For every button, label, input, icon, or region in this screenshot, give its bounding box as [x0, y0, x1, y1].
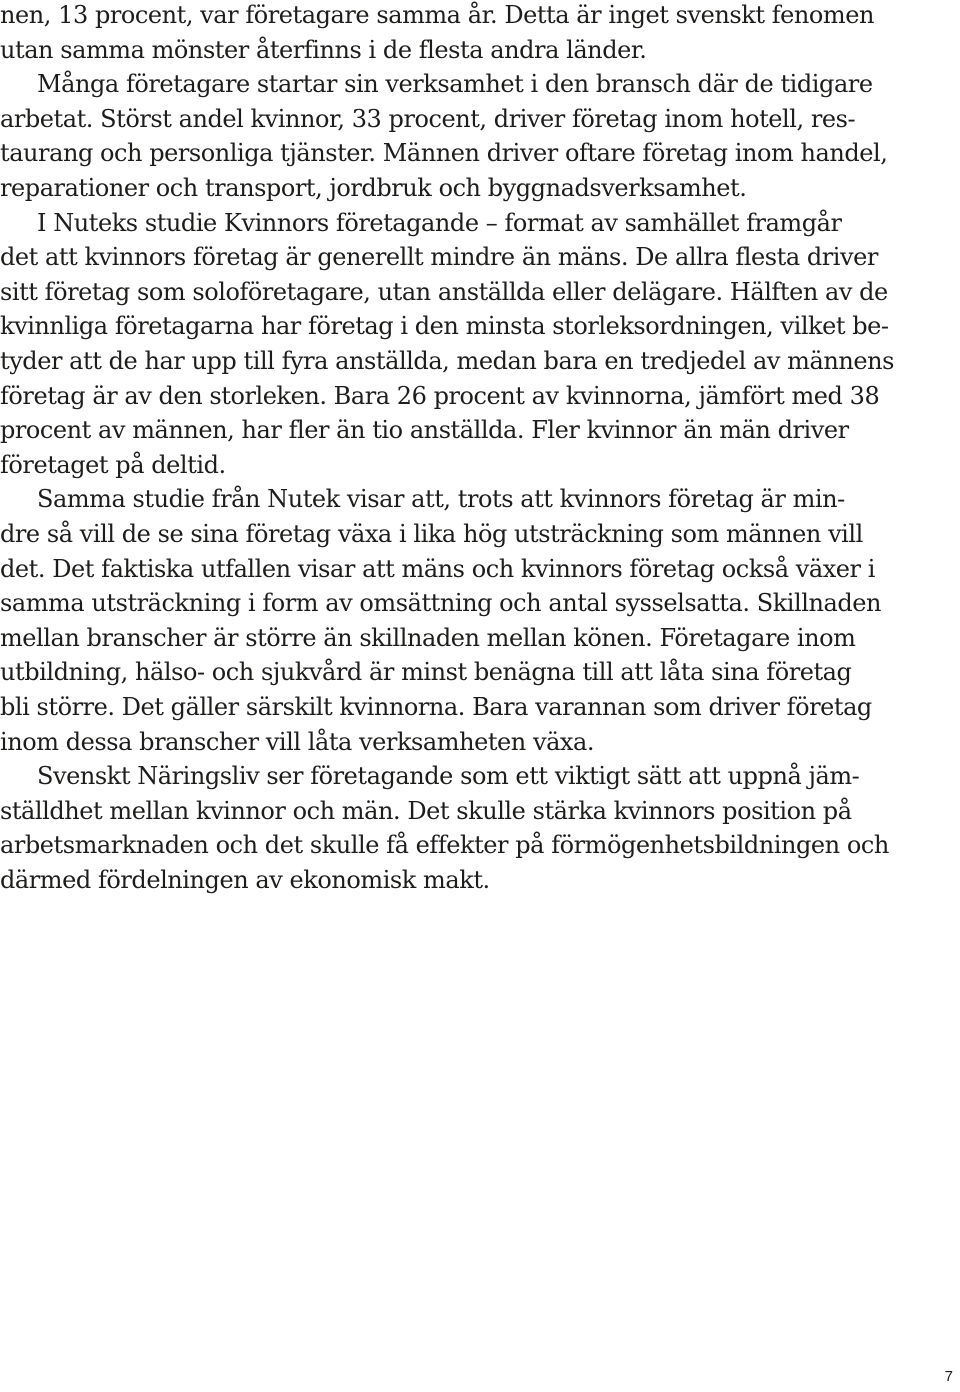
text-line: utbildning, hälso- och sjukvård är minst benägna till att låta sina företag [0, 658, 852, 687]
text-line: Många företagare startar sin verksamhet i den bransch där de tidigare [37, 70, 873, 99]
text-line: det att kvinnors företag är generellt mindre än mäns. De allra flesta driver [0, 243, 878, 272]
text-line: arbetat. Störst andel kvinnor, 33 procent, driver företag inom hotell, res- [0, 104, 856, 133]
text-line: tyder att de har upp till fyra anställda, medan bara en tredjedel av männens [0, 347, 894, 375]
text-line: företag är av den storleken. Bara 26 procent av kvinnorna, jämfört med 38 [0, 381, 880, 410]
page-number: 7 [944, 1368, 953, 1385]
text-line: arbetsmarknaden och det skulle få effekter på förmögenhetsbildningen och [0, 831, 889, 860]
text-line: reparationer och transport, jordbruk och byggnadsverksamhet. [0, 174, 747, 202]
text-line: I Nuteks studie Kvinnors företagande – format av samhället framgår [37, 208, 842, 237]
text-line: samma utsträckning i form av omsättning och antal sysselsatta. Skillnaden [0, 589, 882, 618]
text-line: sitt företag som soloföretagare, utan anställda eller delägare. Hälften av de [0, 277, 888, 306]
text-line: nen, 13 procent, var företagare samma år. Detta är inget svenskt fenomen [0, 1, 874, 29]
text-line: det. Det faktiska utfallen visar att mäns och kvinnors företag också växer i [0, 554, 875, 583]
text-line: företaget på deltid. [0, 450, 226, 479]
text-line: procent av männen, har fler än tio anställda. Fler kvinnor än män driver [0, 416, 849, 445]
text-line: utan samma mönster återfinns i de flesta andra länder. [0, 35, 647, 64]
text-line: ställdhet mellan kvinnor och män. Det skulle stärka kvinnors position på [0, 796, 852, 825]
text-line: dre så vill de se sina företag växa i lika hög utsträckning som männen vill [0, 520, 863, 548]
text-line: kvinnliga företagarna har företag i den minsta storleksordningen, vilket be- [0, 312, 889, 341]
text-line: Samma studie från Nutek visar att, trots att kvinnors företag är min- [37, 485, 845, 514]
text-line: inom dessa branscher vill låta verksamheten växa. [0, 727, 595, 756]
text-line: Svenskt Näringsliv ser företagande som ett viktigt sätt att uppnå jäm- [37, 762, 860, 791]
text-line: därmed fördelningen av ekonomisk makt. [0, 866, 490, 894]
text-line: taurang och personliga tjänster. Männen driver oftare företag inom handel, [0, 139, 888, 168]
text-line: mellan branscher är större än skillnaden mellan könen. Företagare inom [0, 623, 856, 652]
text-line: bli större. Det gäller särskilt kvinnorna. Bara varannan som driver företag [0, 693, 872, 721]
